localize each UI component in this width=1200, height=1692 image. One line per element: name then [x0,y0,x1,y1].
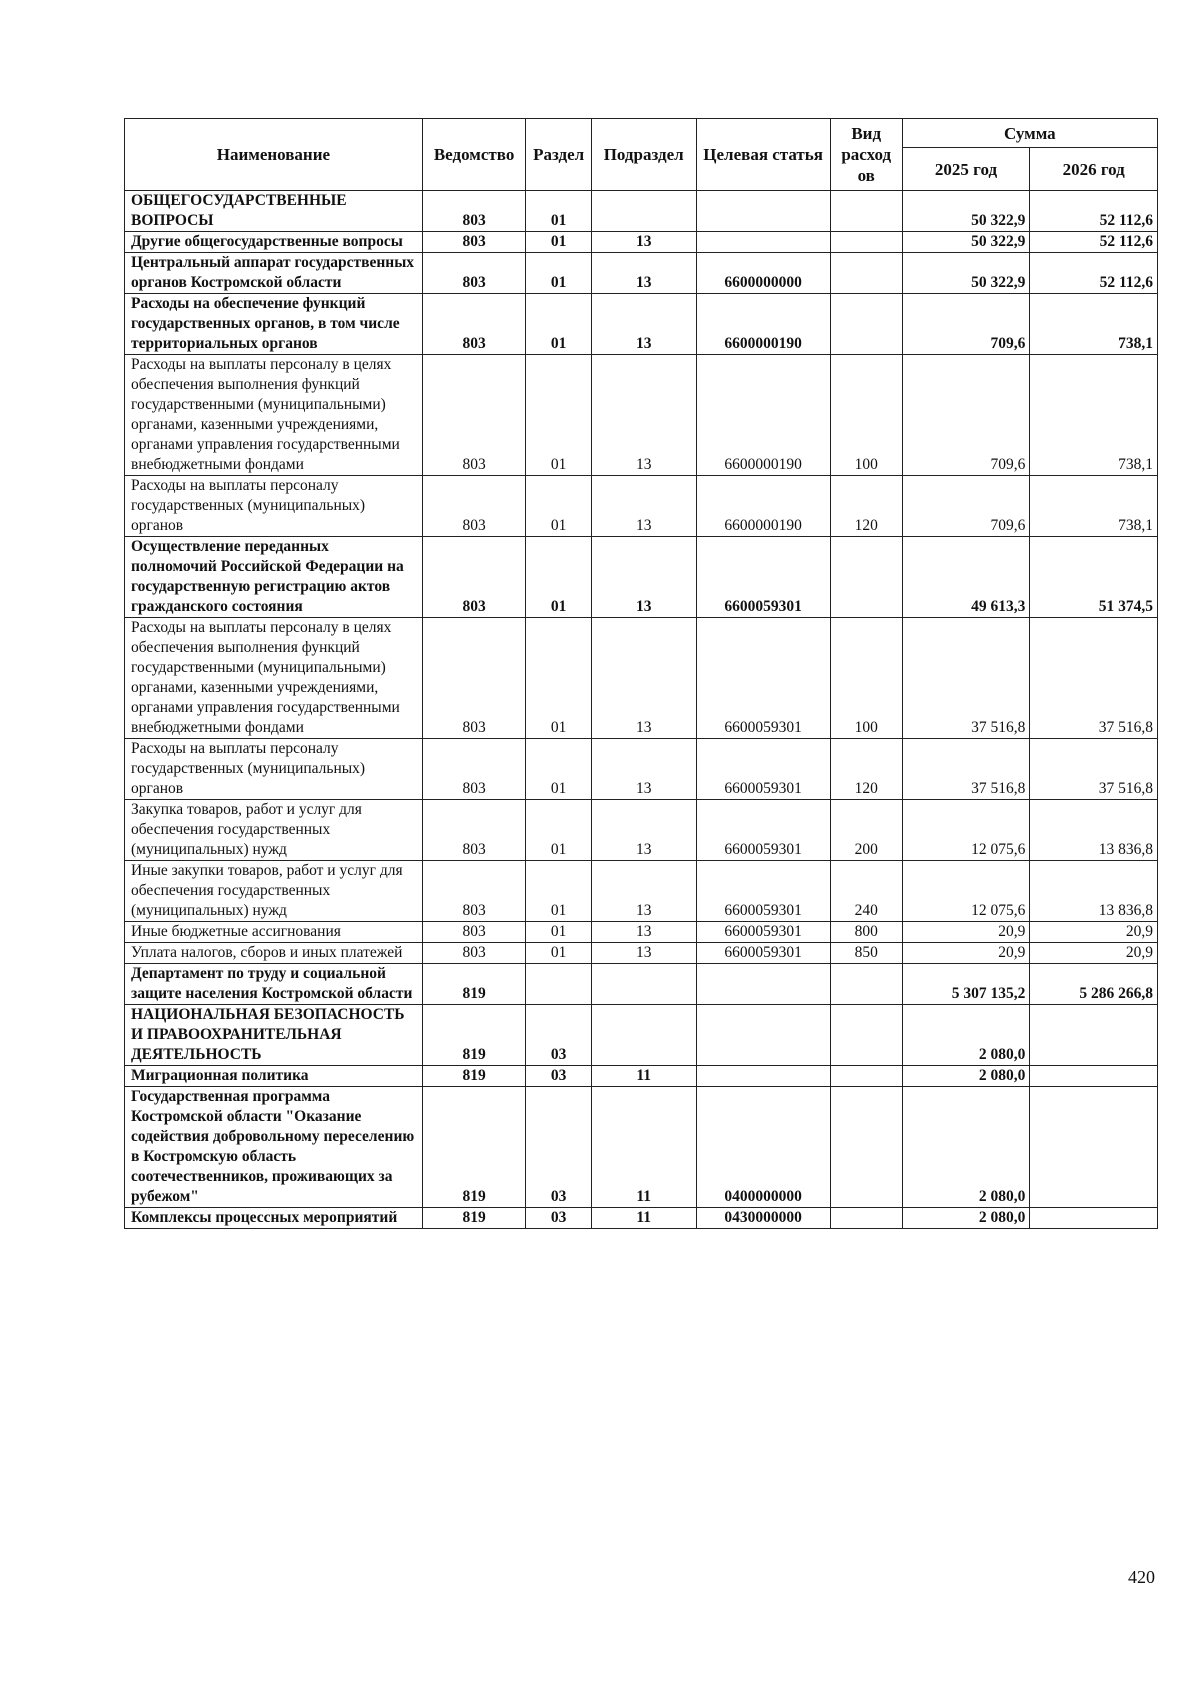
cell-2025: 20,9 [902,922,1030,943]
cell-subsection: 13 [591,355,696,476]
cell-2026: 5 286 266,8 [1030,964,1158,1005]
cell-type: 100 [830,618,902,739]
cell-dept: 803 [422,191,526,232]
cell-2025: 2 080,0 [902,1005,1030,1066]
cell-subsection: 11 [591,1066,696,1087]
cell-name: Комплексы процессных мероприятий [125,1208,423,1229]
cell-type: 120 [830,476,902,537]
cell-2026: 738,1 [1030,476,1158,537]
table-row [125,964,1158,1005]
cell-2026 [1030,1087,1158,1208]
table-header [125,119,1158,191]
table-body [125,191,1158,1229]
cell-dept: 803 [422,943,526,964]
cell-section: 03 [526,1005,591,1066]
cell-section: 01 [526,618,591,739]
cell-2026: 738,1 [1030,294,1158,355]
cell-type [830,253,902,294]
header-sum: Сумма [902,119,1157,148]
cell-target: 6600059301 [696,739,830,800]
cell-section: 01 [526,537,591,618]
cell-2026: 20,9 [1030,922,1158,943]
cell-target: 6600000190 [696,476,830,537]
cell-name: Осуществление переданных полномочий Российской Федерации на государственную регистрацию актов гражданского состояния [125,537,423,618]
cell-target: 0430000000 [696,1208,830,1229]
cell-name: Государственная программа Костромской области "Оказание содействия добровольному переселению в Костромскую область соотечественников, проживающих за рубежом" [125,1087,423,1208]
cell-type: 800 [830,922,902,943]
cell-subsection: 13 [591,800,696,861]
page-number: 420 [1128,1567,1155,1587]
cell-subsection: 13 [591,294,696,355]
cell-type [830,1005,902,1066]
cell-section: 01 [526,861,591,922]
cell-dept: 819 [422,964,526,1005]
cell-target: 0400000000 [696,1087,830,1208]
cell-dept: 819 [422,1087,526,1208]
cell-dept: 819 [422,1066,526,1087]
cell-type [830,964,902,1005]
cell-subsection: 13 [591,739,696,800]
cell-2025: 709,6 [902,355,1030,476]
cell-subsection: 13 [591,861,696,922]
cell-target: 6600000190 [696,355,830,476]
cell-type [830,1087,902,1208]
cell-section: 01 [526,232,591,253]
cell-subsection: 13 [591,618,696,739]
cell-name: Департамент по труду и социальной защите населения Костромской области [125,964,423,1005]
cell-target: 6600059301 [696,861,830,922]
cell-type [830,1208,902,1229]
cell-2026: 738,1 [1030,355,1158,476]
cell-target [696,1066,830,1087]
cell-type [830,232,902,253]
cell-2025: 50 322,9 [902,232,1030,253]
cell-dept: 803 [422,253,526,294]
table-row [125,1066,1158,1087]
cell-section: 03 [526,1208,591,1229]
cell-2026: 52 112,6 [1030,232,1158,253]
cell-2026: 20,9 [1030,943,1158,964]
table-row [125,476,1158,537]
table-row [125,922,1158,943]
cell-name: Центральный аппарат государственных органов Костромской области [125,253,423,294]
cell-type: 200 [830,800,902,861]
header-2026: 2026 год [1030,148,1158,191]
cell-dept: 803 [422,294,526,355]
cell-2026 [1030,1208,1158,1229]
cell-subsection [591,1005,696,1066]
cell-2026: 51 374,5 [1030,537,1158,618]
cell-target: 6600059301 [696,943,830,964]
cell-2025: 709,6 [902,476,1030,537]
header-section: Раздел [526,119,591,191]
cell-section: 01 [526,253,591,294]
cell-subsection: 13 [591,253,696,294]
cell-section: 01 [526,294,591,355]
cell-name: ОБЩЕГОСУДАРСТВЕННЫЕ ВОПРОСЫ [125,191,423,232]
cell-2026: 37 516,8 [1030,618,1158,739]
cell-2025: 20,9 [902,943,1030,964]
cell-2026: 37 516,8 [1030,739,1158,800]
cell-subsection: 13 [591,476,696,537]
header-subsection: Подраздел [591,119,696,191]
table-row [125,355,1158,476]
cell-name: Закупка товаров, работ и услуг для обеспечения государственных (муниципальных) нужд [125,800,423,861]
table-row [125,1208,1158,1229]
cell-section [526,964,591,1005]
cell-subsection: 13 [591,232,696,253]
cell-target: 6600059301 [696,537,830,618]
cell-name: Другие общегосударственные вопросы [125,232,423,253]
cell-2025: 2 080,0 [902,1087,1030,1208]
table-row [125,618,1158,739]
cell-target [696,232,830,253]
cell-dept: 803 [422,922,526,943]
table-row [125,191,1158,232]
cell-name: Расходы на выплаты персоналу в целях обеспечения выполнения функций государственными (муниципальными) органами, казенными учреждениями, органами управления государственными внебюджетными фондами [125,355,423,476]
cell-2026: 52 112,6 [1030,191,1158,232]
table-row [125,943,1158,964]
table-row [125,1005,1158,1066]
cell-section: 01 [526,800,591,861]
table-row [125,800,1158,861]
cell-section: 03 [526,1087,591,1208]
cell-2026 [1030,1005,1158,1066]
cell-dept: 803 [422,800,526,861]
cell-2025: 50 322,9 [902,253,1030,294]
table-row [125,1087,1158,1208]
cell-subsection: 11 [591,1087,696,1208]
cell-2026 [1030,1066,1158,1087]
cell-dept: 803 [422,232,526,253]
cell-name: Расходы на выплаты персоналу государственных (муниципальных) органов [125,476,423,537]
cell-dept: 803 [422,739,526,800]
cell-name: Расходы на обеспечение функций государственных органов, в том числе территориальных органов [125,294,423,355]
cell-section: 01 [526,191,591,232]
cell-type [830,191,902,232]
cell-dept: 803 [422,476,526,537]
cell-name: Иные бюджетные ассигнования [125,922,423,943]
cell-2025: 37 516,8 [902,739,1030,800]
cell-section: 01 [526,739,591,800]
cell-dept: 803 [422,861,526,922]
table-row [125,739,1158,800]
cell-2026: 13 836,8 [1030,800,1158,861]
table-row [125,232,1158,253]
cell-dept: 819 [422,1208,526,1229]
cell-subsection [591,964,696,1005]
cell-2025: 50 322,9 [902,191,1030,232]
cell-2026: 13 836,8 [1030,861,1158,922]
cell-dept: 819 [422,1005,526,1066]
table-row [125,253,1158,294]
cell-target [696,191,830,232]
cell-subsection [591,191,696,232]
cell-section: 01 [526,355,591,476]
cell-name: Иные закупки товаров, работ и услуг для обеспечения государственных (муниципальных) нужд [125,861,423,922]
cell-target [696,964,830,1005]
cell-type [830,294,902,355]
cell-section: 01 [526,922,591,943]
cell-target: 6600000190 [696,294,830,355]
header-target: Целевая статья [696,119,830,191]
cell-subsection: 13 [591,922,696,943]
header-type: Вид расход ов [830,119,902,191]
cell-type: 100 [830,355,902,476]
header-dept: Ведомство [422,119,526,191]
budget-table [124,118,1158,1229]
cell-type [830,1066,902,1087]
cell-2025: 2 080,0 [902,1208,1030,1229]
cell-dept: 803 [422,355,526,476]
table-row [125,537,1158,618]
cell-target: 6600059301 [696,922,830,943]
cell-name: Уплата налогов, сборов и иных платежей [125,943,423,964]
cell-section: 01 [526,476,591,537]
header-name: Наименование [125,119,423,191]
cell-2025: 2 080,0 [902,1066,1030,1087]
cell-type: 850 [830,943,902,964]
header-2025: 2025 год [902,148,1030,191]
cell-target: 6600059301 [696,618,830,739]
cell-2025: 709,6 [902,294,1030,355]
cell-type [830,537,902,618]
cell-subsection: 13 [591,537,696,618]
cell-name: НАЦИОНАЛЬНАЯ БЕЗОПАСНОСТЬ И ПРАВООХРАНИТЕЛЬНАЯ ДЕЯТЕЛЬНОСТЬ [125,1005,423,1066]
cell-2025: 5 307 135,2 [902,964,1030,1005]
cell-dept: 803 [422,537,526,618]
cell-name: Миграционная политика [125,1066,423,1087]
cell-2025: 37 516,8 [902,618,1030,739]
cell-2025: 49 613,3 [902,537,1030,618]
cell-section: 03 [526,1066,591,1087]
cell-subsection: 11 [591,1208,696,1229]
cell-subsection: 13 [591,943,696,964]
cell-dept: 803 [422,618,526,739]
cell-2025: 12 075,6 [902,800,1030,861]
cell-type: 120 [830,739,902,800]
table-row [125,861,1158,922]
cell-2026: 52 112,6 [1030,253,1158,294]
cell-type: 240 [830,861,902,922]
cell-target: 6600000000 [696,253,830,294]
cell-section: 01 [526,943,591,964]
cell-name: Расходы на выплаты персоналу государственных (муниципальных) органов [125,739,423,800]
cell-target: 6600059301 [696,800,830,861]
table-row [125,294,1158,355]
cell-target [696,1005,830,1066]
cell-name: Расходы на выплаты персоналу в целях обеспечения выполнения функций государственными (муниципальными) органами, казенными учреждениями, органами управления государственными внебюджетными фондами [125,618,423,739]
cell-2025: 12 075,6 [902,861,1030,922]
